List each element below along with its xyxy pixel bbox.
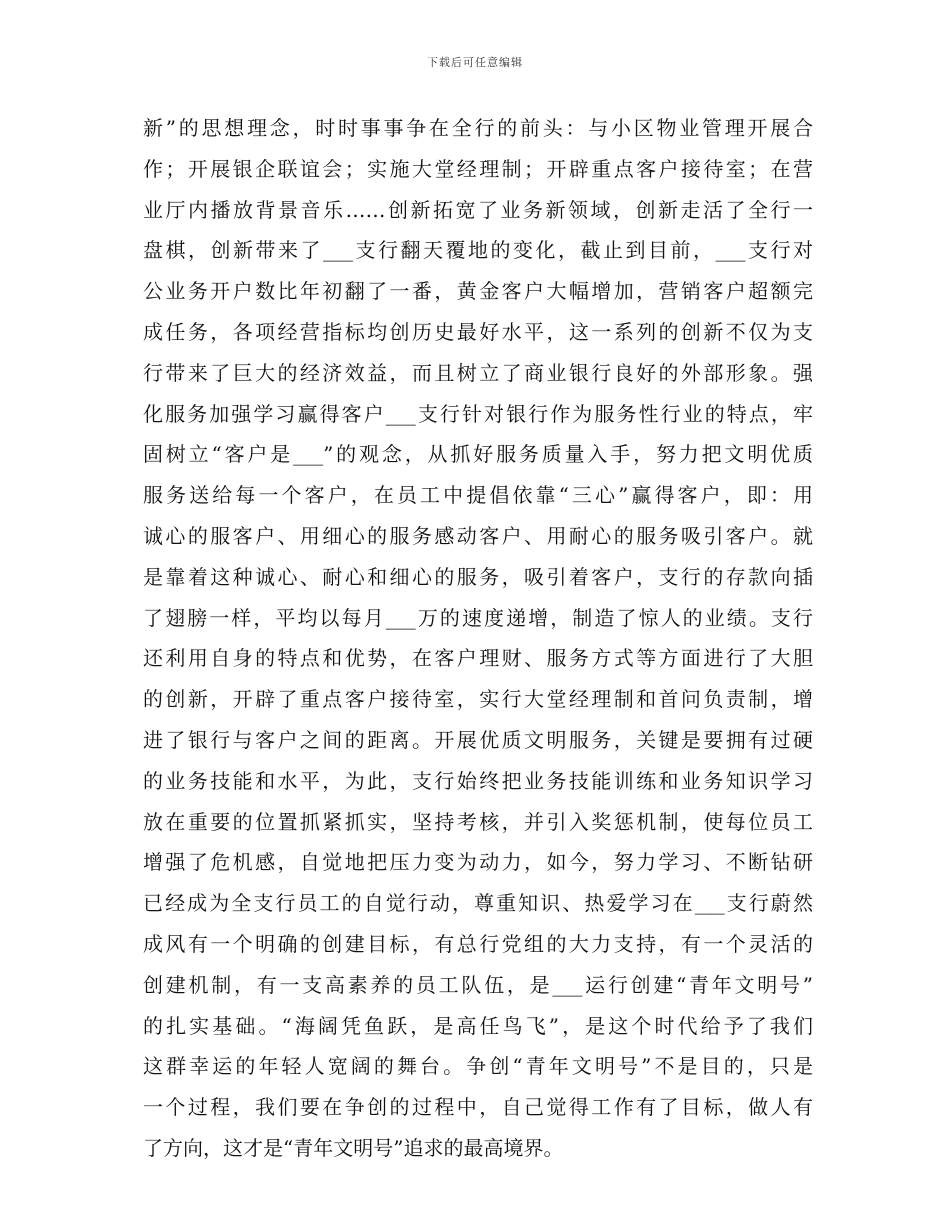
page-header-note: 下载后可任意编辑 (427, 56, 523, 69)
text-line: 放在重要的位置抓紧抓实，坚持考核，并引入奖惩机制，使每位员工 (143, 809, 813, 834)
text-line: 了翅膀一样，平均以每月___万的速度递增，制造了惊人的业绩。支行 (143, 605, 813, 630)
text-line: 作；开展银企联谊会；实施大堂经理制；开辟重点客户接待室；在营 (143, 156, 813, 181)
text-line: 这群幸运的年轻人宽阔的舞台。争创“青年文明号”不是目的，只是 (143, 1054, 813, 1079)
text-line: 新”的思想理念，时时事事争在全行的前头：与小区物业管理开展合 (143, 116, 813, 140)
text-line: 诚心的服客户、用细心的服务感动客户、用耐心的服务吸引客户。就 (143, 523, 813, 548)
text-line: 行带来了巨大的经济效益，而且树立了商业银行良好的外部形象。强 (143, 360, 813, 385)
text-line: 的扎实基础。“海阔凭鱼跃，是高任鸟飞”，是这个时代给予了我们 (143, 1013, 813, 1038)
text-line: 创建机制，有一支高素养的员工队伍，是___运行创建“青年文明号” (143, 972, 813, 997)
text-line: 成风有一个明确的创建目标，有总行党组的大力支持，有一个灵活的 (143, 931, 813, 956)
text-line: 服务送给每一个客户，在员工中提倡依靠“三心”赢得客户，即：用 (143, 483, 813, 508)
text-line: 已经成为全支行员工的自觉行动，尊重知识、热爱学习在___支行蔚然 (143, 891, 813, 916)
text-line: 是靠着这种诚心、耐心和细心的服务，吸引着客户，支行的存款向插 (143, 564, 813, 589)
text-line: 公业务开户数比年初翻了一番，黄金客户大幅增加，营销客户超额完 (143, 279, 813, 304)
text-line: 进了银行与客户之间的距离。开展优质文明服务，关键是要拥有过硬 (143, 727, 813, 752)
text-line: 固树立“客户是___”的观念，从抓好服务质量入手，努力把文明优质 (143, 442, 813, 467)
text-line: 成任务，各项经营指标均创历史最好水平，这一系列的创新不仅为支 (143, 319, 813, 344)
document-body (143, 108, 813, 1169)
text-line: 化服务加强学习赢得客户___支行针对银行作为服务性行业的特点，牢 (143, 401, 813, 426)
text-line: 增强了危机感，自觉地把压力变为动力，如今，努力学习、不断钻研 (143, 850, 813, 875)
text-line: 盘棋，创新带来了___支行翻天覆地的变化，截止到目前，___支行对 (143, 238, 813, 263)
text-line-last: 了方向，这才是“青年文明号”追求的最高境界。 (143, 1135, 564, 1160)
text-line: 一个过程，我们要在争创的过程中，自己觉得工作有了目标，做人有 (143, 1095, 813, 1120)
text-line: 业厅内播放背景音乐……创新拓宽了业务新领域，创新走活了全行一 (143, 197, 813, 222)
text-line: 的业务技能和水平，为此，支行始终把业务技能训练和业务知识学习 (143, 768, 813, 793)
text-line: 的创新，开辟了重点客户接待室，实行大堂经理制和首问负责制，增 (143, 687, 813, 712)
text-line: 还利用自身的特点和优势，在客户理财、服务方式等方面进行了大胆 (143, 646, 813, 671)
